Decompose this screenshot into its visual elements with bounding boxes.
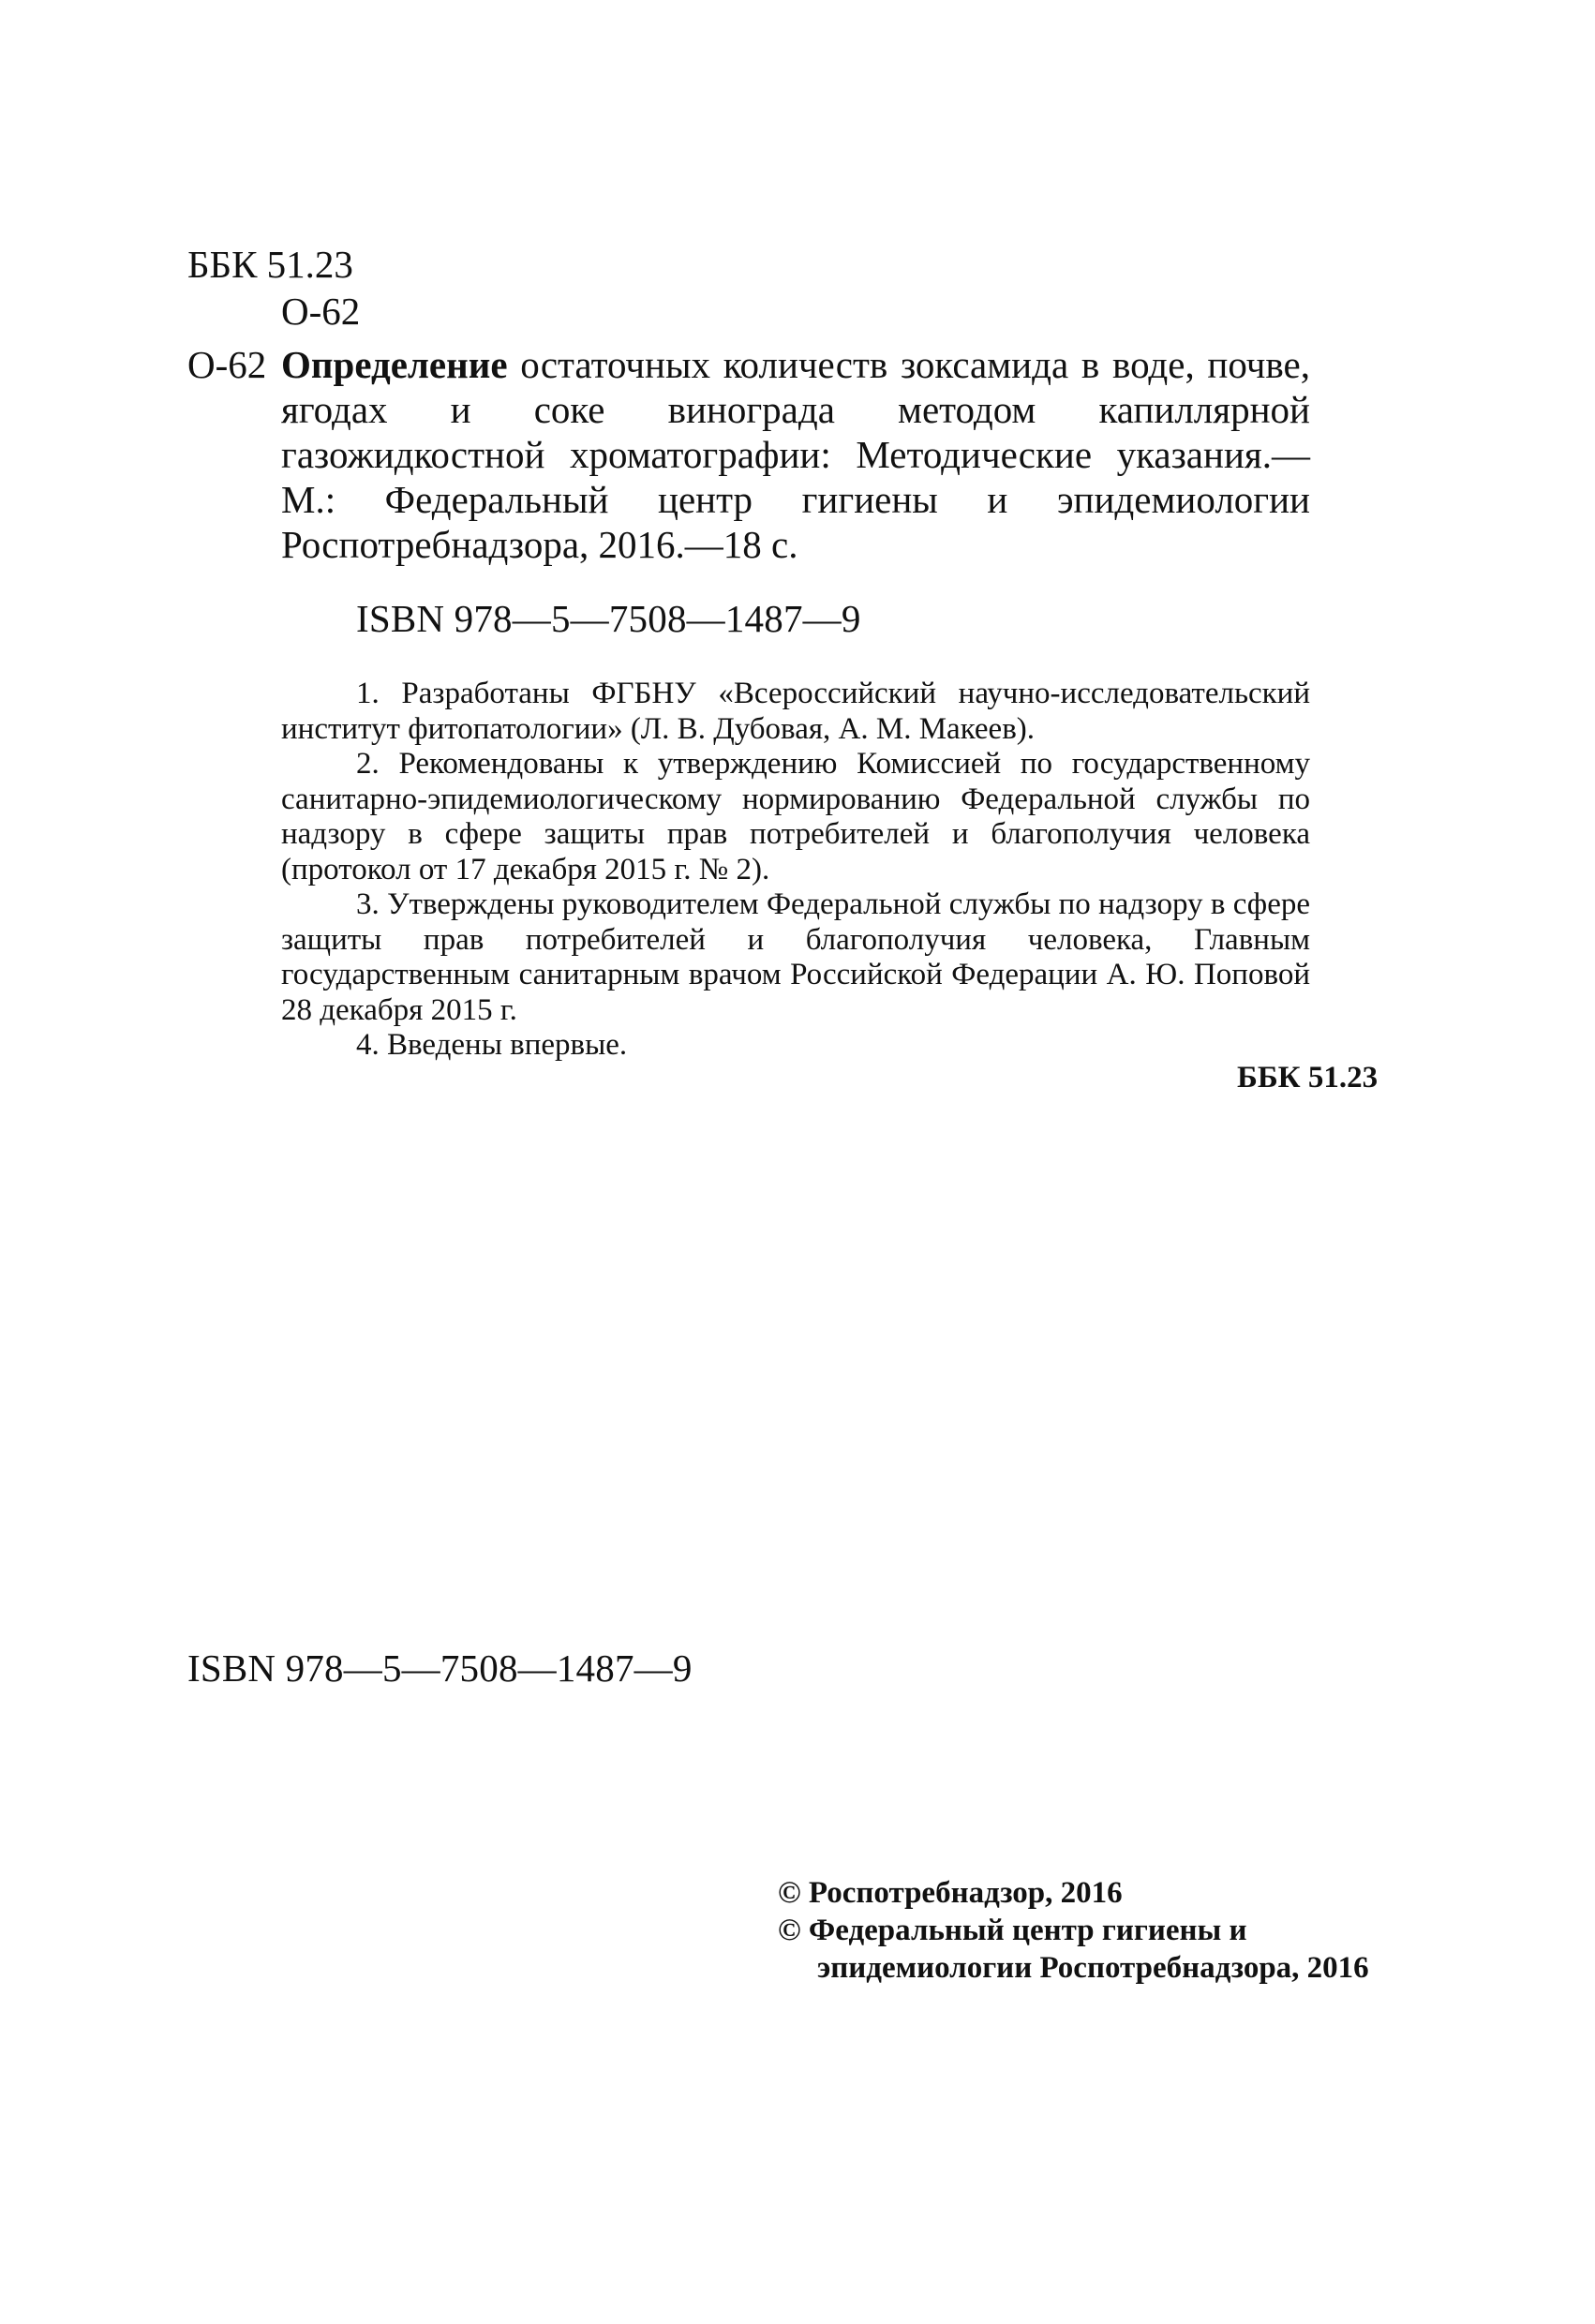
publication-notes: [281, 677, 1310, 1064]
bbk-code-right: ББК 51.23: [1237, 1061, 1379, 1095]
note-item: 2. Рекомендованы к утверждению Комиссией по государственному санитарно-эпидемиологическому нормированию Федеральной службы по надзору в сфере защиты прав потребителей и благополучия человека (протокол от 17 декабря 2015 г. № 2).: [281, 747, 1310, 886]
copyright-line: © Федеральный центр гигиены и: [778, 1914, 1247, 1947]
copyright-line: © Роспотребнадзор, 2016: [778, 1876, 1123, 1910]
bbk-classification-code: ББК 51.23: [187, 243, 353, 286]
bibliographic-entry-title: Определение: [281, 343, 508, 386]
copyright-block: [778, 1874, 1369, 1987]
note-item: 4. Введены впервые.: [356, 1028, 628, 1062]
isbn-number-bottom: ISBN 978—5—7508—1487—9: [187, 1646, 693, 1690]
bibliographic-entry-text: остаточных количеств зоксамида в воде, почве, ягодах и соке винограда методом капиллярной газожидкостной хроматографии: Методические указания.—М.: Федеральный центр гигиены и эпидемиологии Роспотребнадзора, 2016.—18 с.: [281, 343, 1310, 566]
author-mark-margin: О-62: [187, 343, 267, 386]
copyright-line: эпидемиологии Роспотребнадзора, 2016: [817, 1951, 1369, 1985]
note-item: 1. Разработаны ФГБНУ «Всероссийский научно-исследовательский институт фитопатологии» (Л. В. Дубовая, А. М. Макеев).: [281, 677, 1310, 746]
bibliographic-entry: [281, 342, 1310, 567]
author-mark: О-62: [281, 290, 361, 333]
note-item: 3. Утверждены руководителем Федеральной службы по надзору в сфере защиты прав потребителей и благополучия человека, Главным государственным санитарным врачом Российской Федерации А. Ю. Поповой 28 декабря 2015 г.: [281, 887, 1310, 1027]
isbn-number: ISBN 978—5—7508—1487—9: [356, 597, 861, 640]
